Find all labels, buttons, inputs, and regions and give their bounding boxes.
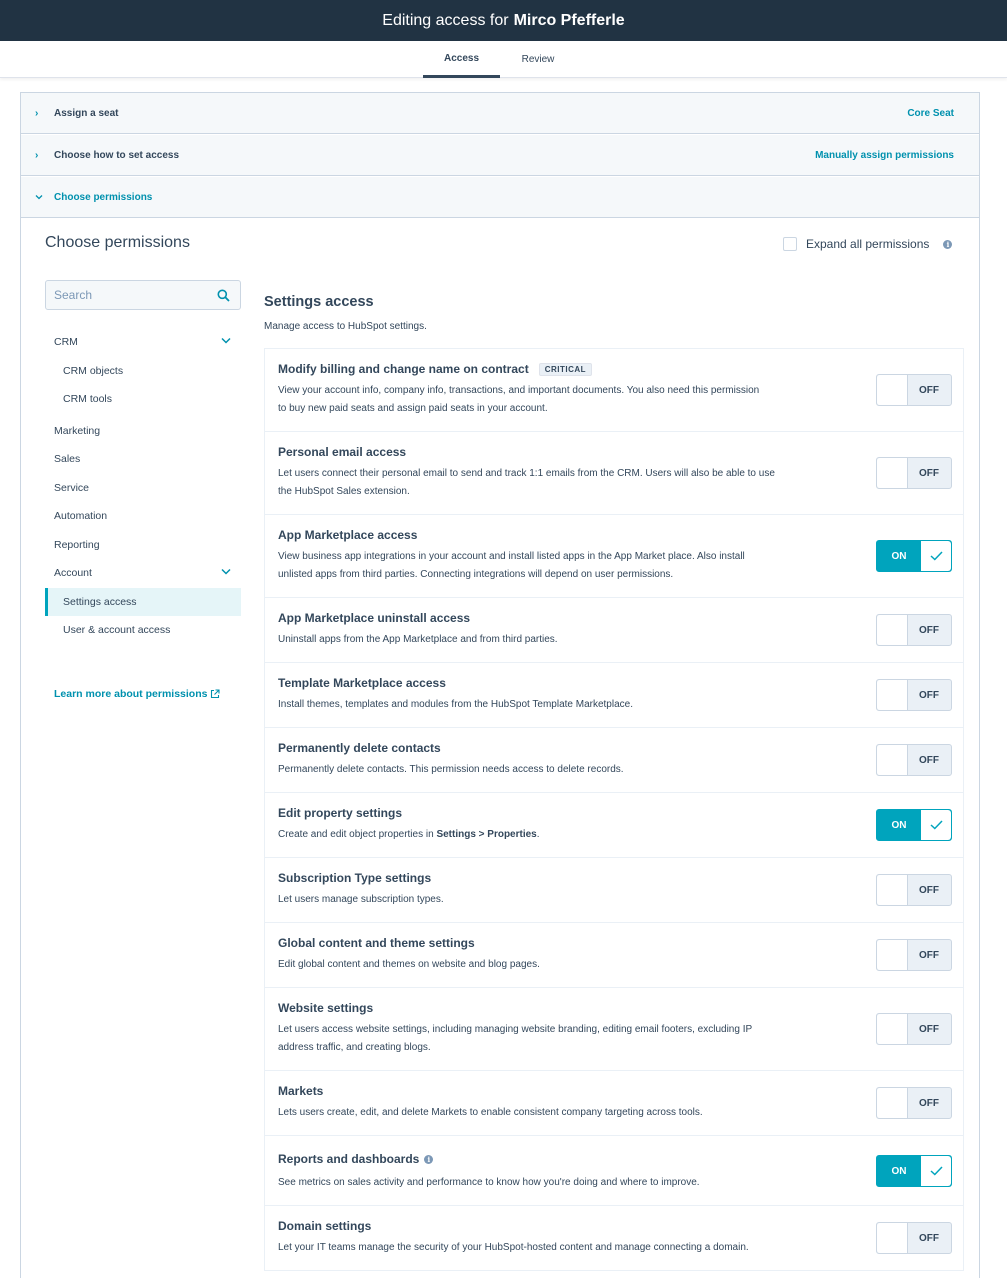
learn-more-label: Learn more about permissions	[54, 688, 208, 700]
toggle-knob	[920, 541, 951, 571]
permission-description	[278, 465, 838, 501]
section-title: Settings access	[264, 294, 374, 310]
checkmark-icon	[930, 551, 943, 561]
nav-item-crm[interactable]	[45, 328, 241, 356]
nav-label: CRM objects	[63, 365, 124, 377]
toggle-knob	[877, 875, 908, 905]
toggle-knob	[877, 1088, 908, 1118]
nav-label: Automation	[54, 510, 108, 522]
permission-name-text: Personal email access	[278, 445, 407, 459]
search-input[interactable]	[54, 288, 214, 302]
permission-row	[264, 858, 964, 923]
permission-name	[278, 676, 446, 690]
chevron-right-icon: ›	[35, 107, 39, 119]
permission-toggle[interactable]	[876, 1013, 952, 1045]
description-line: Edit global content and themes on website and blog pages.	[278, 959, 540, 970]
toggle-state: ON	[891, 819, 907, 831]
toggle-state: OFF	[919, 624, 939, 636]
permission-name-text: App Marketplace uninstall access	[278, 611, 471, 625]
description-line: Permanently delete contacts. This permission needs access to delete records.	[278, 764, 624, 775]
accordion-value: Manually assign permissions	[815, 149, 954, 161]
permission-name-text: Global content and theme settings	[278, 936, 475, 950]
nav-label: Sales	[54, 453, 81, 465]
toggle-knob	[920, 1156, 951, 1186]
permission-name-text: Modify billing and change name on contract	[278, 362, 529, 376]
nav-label: Marketing	[54, 425, 101, 437]
nav-item-sales[interactable]	[45, 445, 241, 473]
header-user-name: Mirco Pfefferle	[513, 11, 625, 29]
permission-description	[278, 696, 838, 714]
permission-toggle[interactable]	[876, 457, 952, 489]
permission-description	[278, 382, 838, 418]
permission-toggle[interactable]	[876, 744, 952, 776]
chevron-down-icon	[35, 192, 43, 203]
permission-name	[278, 1084, 323, 1098]
description-line: to buy new paid seats and assign paid seats in your account.	[278, 403, 548, 414]
checkmark-icon	[930, 820, 943, 830]
learn-more-link[interactable]	[54, 688, 220, 700]
nav-label: Reporting	[54, 539, 100, 551]
permission-name-text: App Marketplace access	[278, 528, 418, 542]
nav-item-account[interactable]	[45, 559, 241, 587]
permission-name-text: Website settings	[278, 1001, 374, 1015]
header-title-prefix: Editing access for	[382, 11, 509, 29]
chevron-right-icon: ›	[35, 149, 39, 161]
permission-row	[264, 728, 964, 793]
toggle-knob	[877, 375, 908, 405]
permission-row	[264, 598, 964, 663]
toggle-state: OFF	[919, 884, 939, 896]
description-line: the HubSpot Sales extension.	[278, 486, 410, 497]
permission-toggle[interactable]	[876, 809, 952, 841]
description-text: Create and edit object properties in	[278, 829, 434, 840]
nav-item-service[interactable]	[45, 474, 241, 502]
permission-name-text: Subscription Type settings	[278, 871, 432, 885]
permission-toggle[interactable]	[876, 1087, 952, 1119]
chevron-down-icon	[221, 568, 231, 575]
accordion-choose-permissions[interactable]	[21, 177, 979, 218]
toggle-state: OFF	[919, 384, 939, 396]
permission-name	[278, 936, 475, 950]
external-link-icon	[210, 689, 220, 699]
toggle-knob	[877, 745, 908, 775]
description-line: Install themes, templates and modules from the HubSpot Template Marketplace.	[278, 699, 633, 710]
permission-name	[278, 741, 441, 755]
permission-name-text: Template Marketplace access	[278, 676, 446, 690]
accordion-label: Assign a seat	[54, 107, 119, 119]
permission-name-text: Edit property settings	[278, 806, 403, 820]
permission-name	[278, 1001, 373, 1015]
permission-name	[278, 806, 402, 820]
description-line: unlisted apps from third parties. Connecting integrations will depend on user permissions.	[278, 569, 674, 580]
description-line: View your account info, company info, transactions, and important documents. You also need this permission	[278, 385, 760, 396]
permission-toggle[interactable]	[876, 679, 952, 711]
permission-toggle[interactable]	[876, 374, 952, 406]
accordion-value: Core Seat	[907, 107, 954, 119]
tab-review[interactable]: Review	[521, 54, 555, 65]
permission-row	[264, 988, 964, 1071]
description-bold: Settings > Properties	[436, 829, 537, 840]
permission-description	[278, 826, 838, 844]
permission-description	[278, 956, 838, 974]
permission-name	[278, 445, 406, 459]
expand-all-label: Expand all permissions	[806, 237, 930, 251]
permission-row	[264, 349, 964, 432]
permission-name	[278, 1219, 371, 1233]
toggle-state: OFF	[919, 689, 939, 701]
permission-name-text: Markets	[278, 1084, 324, 1098]
expand-all-checkbox[interactable]	[783, 237, 797, 251]
description-line: Lets users create, edit, and delete Markets to enable consistent company targeting across tools.	[278, 1107, 703, 1118]
permission-name	[278, 871, 431, 885]
toggle-knob	[877, 615, 908, 645]
permission-row	[264, 663, 964, 728]
permission-row	[264, 515, 964, 598]
nav-label: Settings access	[63, 596, 137, 608]
toggle-knob	[877, 1223, 908, 1253]
nav-item-user-account-access[interactable]	[45, 616, 241, 644]
header-bar	[0, 0, 1007, 41]
toggle-state: OFF	[919, 1232, 939, 1244]
nav-label: CRM tools	[63, 393, 113, 405]
permission-row	[264, 793, 964, 858]
permission-toggle[interactable]	[876, 540, 952, 572]
permission-name	[278, 362, 592, 376]
accordion-label: Choose how to set access	[54, 149, 180, 161]
description-line: View business app integrations in your account and install listed apps in the App Market place. Also install	[278, 551, 745, 562]
permission-description	[278, 761, 838, 779]
description-line: Uninstall apps from the App Marketplace and from third parties.	[278, 634, 558, 645]
permission-name	[278, 528, 417, 542]
tab-access[interactable]: Access	[423, 41, 500, 78]
permission-row	[264, 432, 964, 515]
nav-item-marketing[interactable]	[45, 417, 241, 445]
permission-row	[264, 1206, 964, 1271]
nav-label: Account	[54, 567, 92, 579]
nav-label: CRM	[54, 336, 78, 348]
expand-all-toggle[interactable]	[783, 237, 952, 251]
toggle-state: OFF	[919, 754, 939, 766]
section-subtitle: Manage access to HubSpot settings.	[264, 321, 427, 332]
nav-label: Service	[54, 482, 90, 494]
permission-description	[278, 1174, 838, 1192]
accordion-assign-seat[interactable]	[21, 93, 979, 134]
permission-row	[264, 1071, 964, 1136]
toggle-knob	[877, 1014, 908, 1044]
description-text: .	[536, 829, 540, 840]
permission-toggle[interactable]	[876, 874, 952, 906]
description-line: Let users manage subscription types.	[278, 894, 444, 905]
toggle-state: OFF	[919, 467, 939, 479]
main-frame	[20, 92, 980, 1278]
permission-list	[264, 348, 964, 1271]
permission-name-text: Permanently delete contacts	[278, 741, 441, 755]
description-line: address traffic, and creating blogs.	[278, 1042, 431, 1053]
toggle-knob	[920, 810, 951, 840]
accordion-label: Choose permissions	[54, 191, 153, 203]
toggle-knob	[877, 458, 908, 488]
toggle-state: ON	[891, 1165, 907, 1177]
tab-bar	[0, 41, 1007, 78]
critical-badge: CRITICAL	[539, 363, 592, 376]
search-icon[interactable]	[217, 289, 230, 302]
info-icon[interactable]: i	[943, 240, 952, 249]
checkmark-icon	[930, 1166, 943, 1176]
chevron-down-icon	[221, 337, 231, 344]
nav-item-crm-tools[interactable]	[45, 385, 241, 413]
permission-name-text: Domain settings	[278, 1219, 372, 1233]
permission-description	[278, 631, 838, 649]
permission-description	[278, 1239, 838, 1257]
nav-item-automation[interactable]	[45, 502, 241, 530]
description-line: Let users connect their personal email to send and track 1:1 emails from the CRM. Users will also be able to use	[278, 468, 775, 479]
permission-description	[278, 548, 838, 584]
permission-toggle[interactable]	[876, 614, 952, 646]
permission-description	[278, 1104, 838, 1122]
permission-name-text: Reports and dashboards	[278, 1152, 420, 1166]
toggle-state: ON	[891, 550, 907, 562]
nav-item-reporting[interactable]	[45, 531, 241, 559]
nav-label: User & account access	[63, 624, 171, 636]
permission-toggle[interactable]	[876, 1222, 952, 1254]
toggle-knob	[877, 940, 908, 970]
search-box	[45, 280, 241, 310]
permission-name	[278, 611, 470, 625]
permission-row	[264, 1136, 964, 1206]
permission-description	[278, 891, 838, 909]
nav-item-crm-objects[interactable]	[45, 357, 241, 385]
permission-toggle[interactable]	[876, 939, 952, 971]
toggle-knob	[877, 680, 908, 710]
nav-item-settings-access[interactable]	[45, 588, 241, 616]
description-line: Let your IT teams manage the security of your HubSpot-hosted content and manage connecting a domain.	[278, 1242, 749, 1253]
toggle-state: OFF	[919, 1023, 939, 1035]
panel-title: Choose permissions	[45, 234, 190, 251]
toggle-state: OFF	[919, 949, 939, 961]
permission-name	[278, 1152, 433, 1166]
toggle-state: OFF	[919, 1097, 939, 1109]
accordion-set-access[interactable]	[21, 135, 979, 176]
permission-toggle[interactable]	[876, 1155, 952, 1187]
description-line: See metrics on sales activity and performance to know how you're doing and where to improve.	[278, 1177, 700, 1188]
info-icon[interactable]: i	[424, 1155, 433, 1164]
permission-description	[278, 1021, 838, 1057]
permission-row	[264, 923, 964, 988]
description-line: Let users access website settings, including managing website branding, editing email footers, excluding IP	[278, 1024, 753, 1035]
